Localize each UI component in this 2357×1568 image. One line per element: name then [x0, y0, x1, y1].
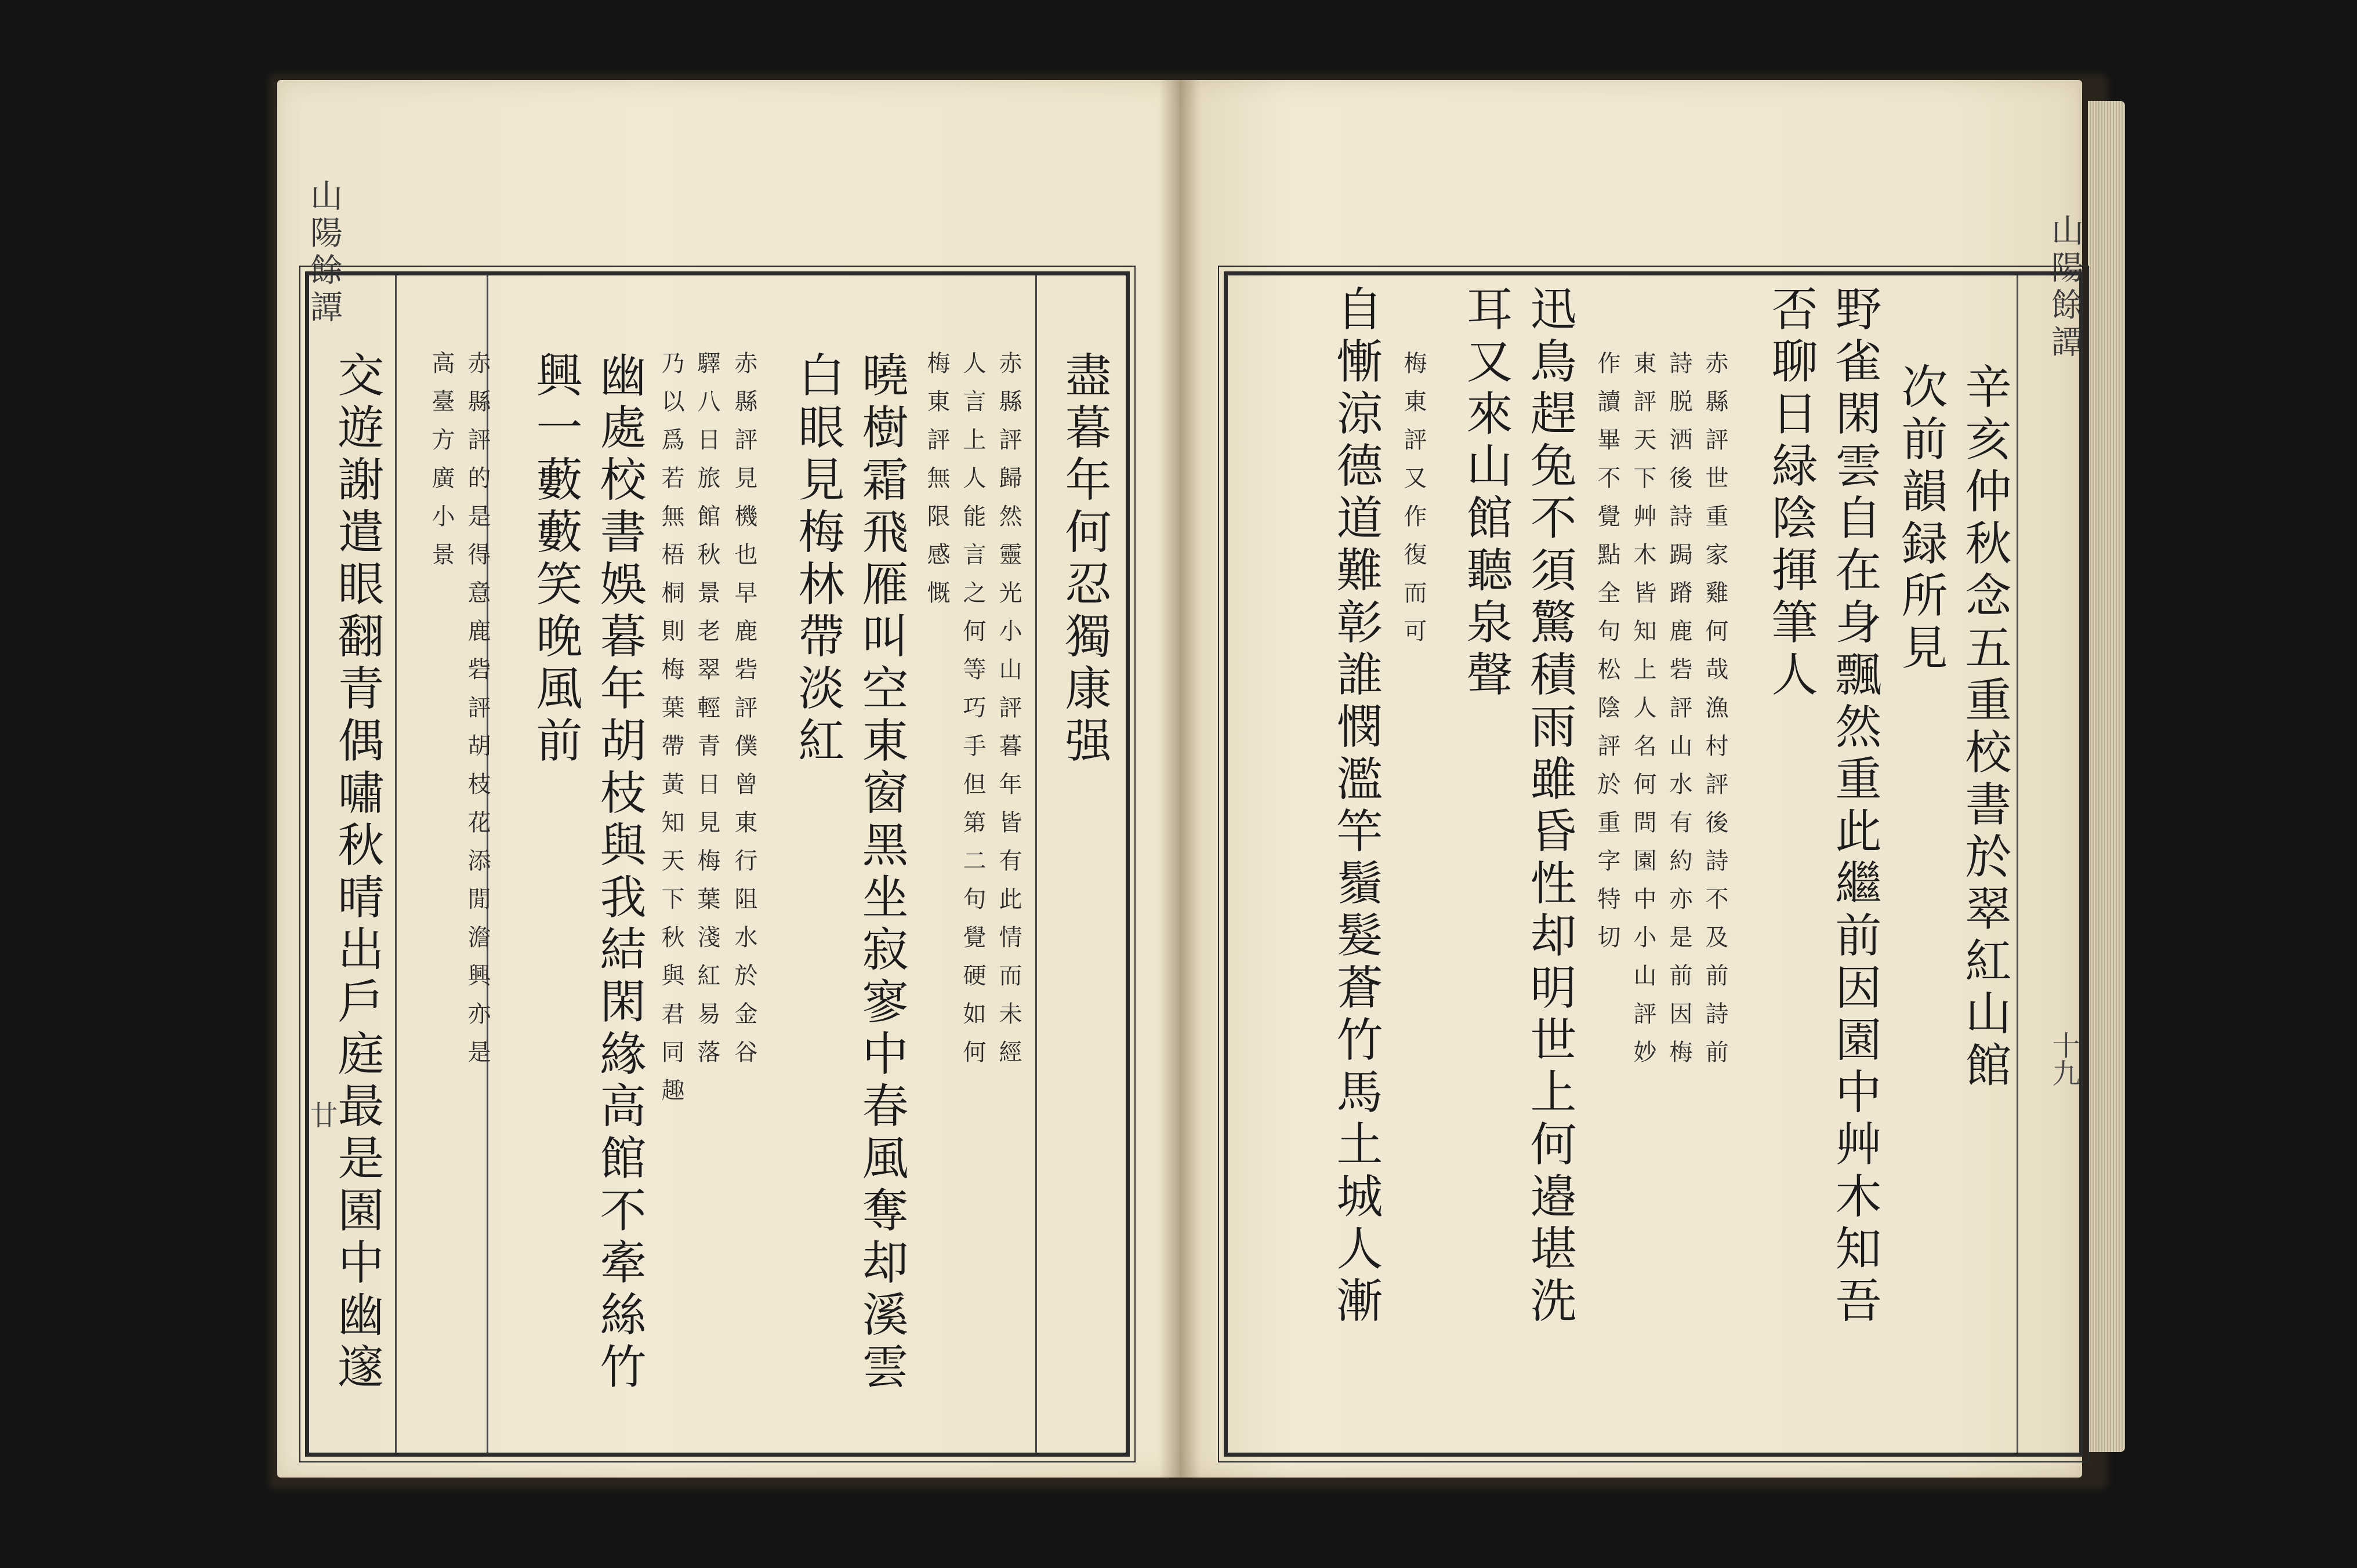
open-book — [277, 80, 2096, 1478]
left-column-9: 乃以爲若無梧桐則梅葉帶黃知天下秋與君同趣 — [658, 351, 684, 1116]
left-column-8: 驛八日旅館秋景老翠輕青日見梅葉淺紅易落 — [694, 351, 720, 1078]
left-column-1: 盡暮年何忍獨康强 — [1057, 351, 1111, 768]
left-column-14: 交遊謝遣眼翻青偶嘯秋晴出戶庭最是園中幽邃 — [330, 351, 384, 1395]
left-column-4: 梅東評無限感慨 — [923, 351, 950, 619]
left-column-6: 白眼見梅林帶淡紅 — [790, 351, 844, 768]
left-text-frame — [305, 271, 1130, 1457]
right-column-9: 迅鳥趕兔不須驚積雨雖昏性却明世上何邉堪洗 — [1522, 285, 1576, 1329]
right-column-5: 赤縣評世重家雞何哉漁村評後詩不及前詩前 — [1702, 351, 1728, 1078]
left-column-13: 高臺方廣小景 — [428, 351, 455, 580]
fore-edge — [2088, 101, 2125, 1452]
left-column-5: 曉樹霜飛雁叫空東窗黑坐寂寥中春風奪却溪雲 — [854, 351, 908, 1395]
right-folio: 十九 — [2047, 1031, 2080, 1087]
left-margin-title: 山陽餘譚 — [305, 179, 343, 327]
right-column-4: 否聊日緑陰揮筆人 — [1764, 285, 1818, 702]
right-column-7: 東評天下艸木皆知上人名何問園中小山評妙 — [1630, 351, 1656, 1078]
right-margin-title: 山陽餘譚 — [2046, 213, 2084, 362]
left-column-2: 赤縣評歸然靈光小山評暮年皆有此情而未經 — [995, 351, 1022, 1078]
right-text-frame — [1224, 271, 2083, 1457]
left-column-3: 人言上人能言之何等巧手但第二句覺硬如何 — [959, 351, 986, 1078]
column-rule — [2017, 275, 2018, 1453]
left-folio: 廿 — [305, 1101, 338, 1128]
right-column-10: 耳又來山館聽泉聲 — [1459, 285, 1513, 702]
right-column-11: 梅東評又作復而可 — [1400, 351, 1427, 657]
right-column-6: 詩脱洒後詩跼蹐鹿砦評山水有約亦是前因梅 — [1666, 351, 1692, 1078]
column-rule — [1035, 275, 1037, 1453]
right-column-12: 自慚涼德道難彰誰憫濫竿鬚髮蒼竹馬土城人漸 — [1329, 285, 1383, 1329]
right-column-3: 野雀閑雲自在身飄然重此繼前因園中艸木知吾 — [1827, 285, 1881, 1329]
book-gutter — [1159, 80, 1201, 1478]
left-column-10: 幽處校書娛暮年胡枝與我結閑緣高館不牽絲竹 — [592, 351, 646, 1395]
right-column-1: 辛亥仲秋念五重校書於翠紅山館 — [1957, 362, 2011, 1093]
left-column-7: 赤縣評見機也早鹿砦評僕曾東行阻水於金谷 — [731, 351, 757, 1078]
left-column-12: 赤縣評的是得意鹿砦評胡枝花添閒澹興亦是 — [464, 351, 491, 1078]
left-page — [277, 80, 1180, 1478]
right-column-2: 次前韻録所見 — [1894, 362, 1948, 676]
right-column-8: 作讀畢不覺點全句松陰評於重字特切 — [1594, 351, 1620, 963]
column-rule — [395, 275, 397, 1453]
left-column-11: 興一藪藪笑晚風前 — [528, 351, 582, 768]
